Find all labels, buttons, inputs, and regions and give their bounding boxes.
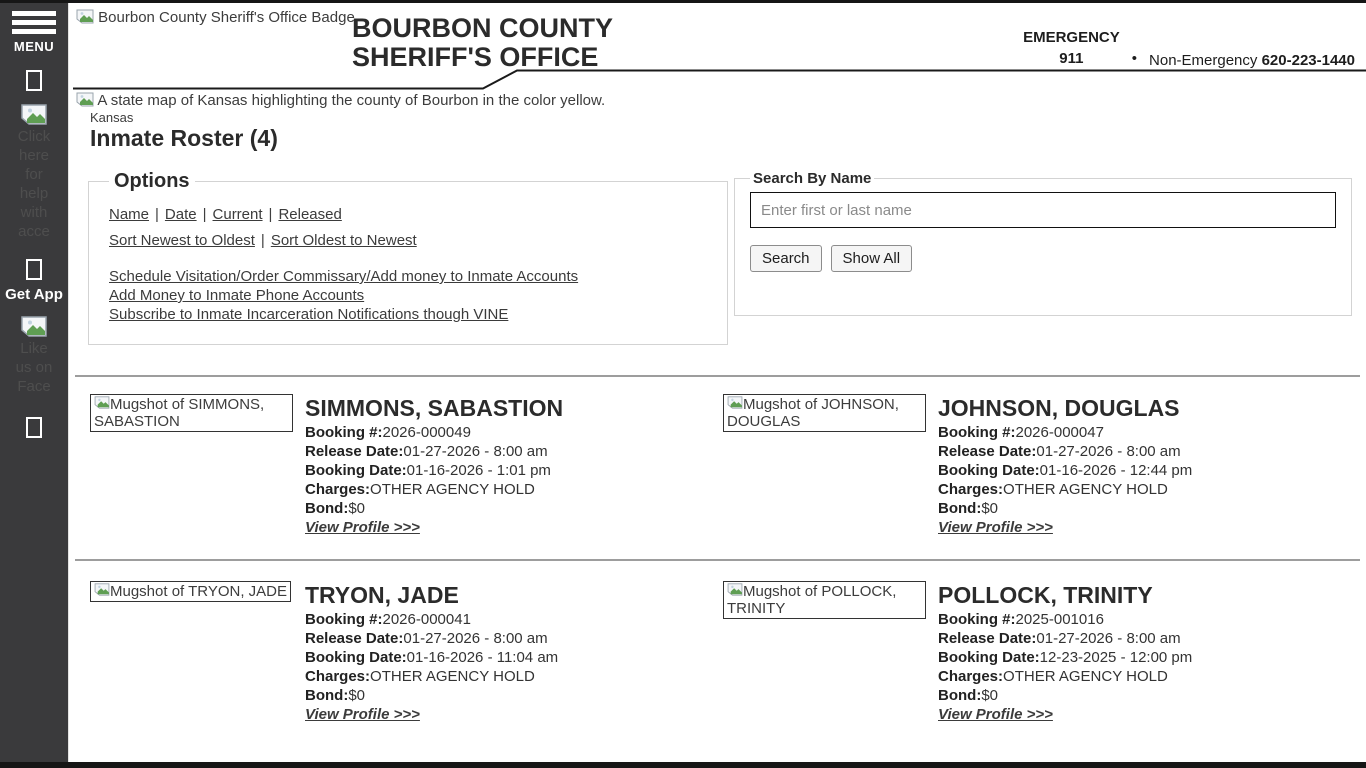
show-all-button[interactable]: Show All bbox=[831, 245, 913, 272]
booking-number-value: 2026-000049 bbox=[382, 424, 471, 441]
inmate-name: TRYON, JADE bbox=[305, 582, 459, 608]
charges-line bbox=[305, 667, 723, 686]
sort-links-row bbox=[109, 232, 707, 249]
facebook-link[interactable] bbox=[0, 316, 68, 396]
badge-alt-text: Bourbon County Sheriff's Office Badge bbox=[98, 9, 355, 26]
inmate-name: JOHNSON, DOUGLAS bbox=[938, 395, 1180, 421]
release-date-line bbox=[938, 442, 1356, 461]
mugshot-broken-image[interactable] bbox=[90, 581, 291, 602]
separator: | bbox=[202, 206, 207, 223]
mugshot-area bbox=[723, 581, 938, 724]
inmate-details bbox=[305, 581, 723, 724]
charges-value: OTHER AGENCY HOLD bbox=[370, 668, 535, 685]
broken-image-icon bbox=[94, 583, 110, 596]
booking-number-label: Booking #: bbox=[305, 424, 383, 441]
view-profile-link[interactable]: View Profile >>> bbox=[305, 519, 420, 536]
charges-label: Charges: bbox=[305, 668, 371, 685]
vine-notifications-link[interactable]: Subscribe to Inmate Incarceration Notifications though VINE bbox=[109, 306, 509, 323]
sort-newest-link[interactable]: Sort Newest to Oldest bbox=[109, 232, 255, 249]
kansas-map-alt-text: A state map of Kansas highlighting the county of Bourbon in the color yellow. bbox=[97, 92, 606, 109]
charges-value: OTHER AGENCY HOLD bbox=[1003, 668, 1168, 685]
phone-numbers bbox=[1023, 27, 1355, 69]
hamburger-icon bbox=[12, 11, 56, 38]
inmate-row bbox=[90, 581, 1366, 724]
bond-line bbox=[938, 686, 1356, 705]
site-title-line1: BOURBON COUNTY bbox=[352, 13, 613, 43]
menu-label: MENU bbox=[13, 39, 55, 54]
mugshot-broken-image[interactable] bbox=[723, 581, 926, 619]
service-links bbox=[109, 267, 707, 324]
inmate-details bbox=[938, 394, 1356, 537]
booking-date-line bbox=[305, 648, 723, 667]
mugshot-broken-image[interactable] bbox=[723, 394, 926, 432]
separator: | bbox=[155, 206, 159, 223]
bond-line bbox=[305, 499, 723, 518]
broken-image-icon bbox=[21, 104, 47, 125]
inmate-card-simmons bbox=[90, 394, 723, 537]
page-title: Inmate Roster (4) bbox=[90, 125, 278, 151]
mugshot-alt-text: Mugshot of JOHNSON, DOUGLAS bbox=[727, 396, 899, 430]
booking-number-value: 2026-000041 bbox=[382, 611, 471, 628]
release-date-label: Release Date: bbox=[305, 630, 404, 647]
booking-date-value: 01-16-2026 - 12:44 pm bbox=[1039, 462, 1193, 479]
page-head bbox=[76, 92, 1366, 152]
site-header bbox=[69, 3, 1366, 90]
booking-number-label: Booking #: bbox=[305, 611, 383, 628]
inmate-name: SIMMONS, SABASTION bbox=[305, 395, 564, 421]
row-divider bbox=[75, 559, 1360, 561]
view-profile-link[interactable]: View Profile >>> bbox=[305, 706, 420, 723]
mugshot-alt-text: Mugshot of SIMMONS, SABASTION bbox=[94, 396, 265, 430]
filter-link-name[interactable]: Name bbox=[109, 206, 150, 223]
inmate-card-tryon bbox=[90, 581, 723, 724]
view-profile-link[interactable]: View Profile >>> bbox=[938, 706, 1053, 723]
broken-image-icon bbox=[76, 92, 94, 107]
booking-number-line bbox=[305, 610, 723, 629]
bond-line bbox=[938, 499, 1356, 518]
release-date-value: 01-27-2026 - 8:00 am bbox=[1036, 630, 1181, 647]
release-date-value: 01-27-2026 - 8:00 am bbox=[403, 443, 548, 460]
charges-line bbox=[938, 480, 1356, 499]
release-date-label: Release Date: bbox=[938, 443, 1037, 460]
release-date-label: Release Date: bbox=[305, 443, 404, 460]
main-content bbox=[69, 3, 1366, 724]
booking-number-line bbox=[305, 423, 723, 442]
inmate-row bbox=[90, 394, 1366, 537]
charges-value: OTHER AGENCY HOLD bbox=[370, 481, 535, 498]
charges-line bbox=[305, 480, 723, 499]
emergency-label: EMERGENCY bbox=[1023, 29, 1120, 46]
accessibility-help-link[interactable] bbox=[0, 104, 68, 241]
search-legend: Search By Name bbox=[753, 170, 872, 187]
mugshot-alt-text: Mugshot of POLLOCK, TRINITY bbox=[727, 583, 897, 617]
mugshot-alt-text: Mugshot of TRYON, JADE bbox=[110, 583, 288, 600]
bond-line bbox=[305, 686, 723, 705]
sidebar bbox=[0, 0, 69, 762]
mugshot-broken-image[interactable] bbox=[90, 394, 293, 432]
bond-value: $0 bbox=[981, 687, 999, 704]
broken-image-icon bbox=[94, 396, 110, 409]
booking-date-value: 01-16-2026 - 1:01 pm bbox=[406, 462, 551, 479]
kansas-map-broken-image bbox=[76, 92, 1366, 109]
booking-number-value: 2026-000047 bbox=[1015, 424, 1104, 441]
inmate-details bbox=[938, 581, 1356, 724]
release-date-value: 01-27-2026 - 8:00 am bbox=[403, 630, 548, 647]
filter-link-current[interactable]: Current bbox=[212, 206, 263, 223]
mugshot-area bbox=[90, 394, 305, 537]
bond-label: Bond: bbox=[938, 500, 982, 517]
inmate-name: POLLOCK, TRINITY bbox=[938, 582, 1153, 608]
search-buttons bbox=[750, 245, 1336, 272]
release-date-value: 01-27-2026 - 8:00 am bbox=[1036, 443, 1181, 460]
release-date-line bbox=[305, 629, 723, 648]
facebook-alt-text: Like us on Face bbox=[15, 340, 53, 395]
bond-label: Bond: bbox=[305, 687, 349, 704]
map-caption: Kansas bbox=[90, 110, 134, 125]
inmate-details bbox=[305, 394, 723, 537]
options-panel bbox=[88, 170, 728, 345]
placeholder-square-icon bbox=[26, 259, 42, 280]
bond-value: $0 bbox=[348, 687, 366, 704]
filter-links-row bbox=[109, 206, 707, 223]
charges-label: Charges: bbox=[305, 481, 371, 498]
booking-date-value: 01-16-2026 - 11:04 am bbox=[406, 649, 559, 666]
view-profile-link[interactable]: View Profile >>> bbox=[938, 519, 1053, 536]
booking-date-line bbox=[305, 461, 723, 480]
phone-accounts-link[interactable]: Add Money to Inmate Phone Accounts bbox=[109, 287, 365, 304]
top-black-bar bbox=[0, 0, 1366, 3]
booking-date-label: Booking Date: bbox=[938, 462, 1040, 479]
options-legend: Options bbox=[114, 170, 190, 192]
placeholder-square-icon bbox=[26, 417, 42, 438]
emergency-number: 911 bbox=[1059, 50, 1084, 67]
booking-date-line bbox=[938, 648, 1356, 667]
non-emergency-number: 620-223-1440 bbox=[1261, 52, 1355, 69]
non-emergency-block bbox=[1149, 52, 1355, 69]
placeholder-square-icon bbox=[26, 70, 42, 91]
search-input[interactable] bbox=[750, 192, 1336, 228]
release-date-line bbox=[305, 442, 723, 461]
search-button[interactable]: Search bbox=[750, 245, 822, 272]
separator: | bbox=[260, 232, 265, 249]
bottom-black-bar bbox=[0, 762, 1366, 768]
booking-number-line bbox=[938, 423, 1356, 442]
booking-number-label: Booking #: bbox=[938, 611, 1016, 628]
charges-label: Charges: bbox=[938, 668, 1004, 685]
booking-number-label: Booking #: bbox=[938, 424, 1016, 441]
inmate-card-pollock bbox=[723, 581, 1356, 724]
mugshot-area bbox=[90, 581, 305, 724]
search-panel bbox=[734, 170, 1352, 316]
charges-line bbox=[938, 667, 1356, 686]
booking-date-label: Booking Date: bbox=[305, 649, 407, 666]
sort-oldest-link[interactable]: Sort Oldest to Newest bbox=[270, 232, 417, 249]
booking-date-label: Booking Date: bbox=[305, 462, 407, 479]
filter-link-date[interactable]: Date bbox=[164, 206, 197, 223]
bond-value: $0 bbox=[981, 500, 999, 517]
site-title bbox=[352, 14, 613, 72]
site-title-line2: SHERIFF'S OFFICE bbox=[352, 42, 599, 72]
broken-image-icon bbox=[21, 316, 47, 337]
bond-value: $0 bbox=[348, 500, 366, 517]
broken-image-icon bbox=[727, 396, 743, 409]
broken-image-icon bbox=[727, 583, 743, 596]
bond-label: Bond: bbox=[938, 687, 982, 704]
inmate-card-johnson bbox=[723, 394, 1356, 537]
bullet-icon: • bbox=[1131, 50, 1138, 67]
booking-number-line bbox=[938, 610, 1356, 629]
charges-value: OTHER AGENCY HOLD bbox=[1003, 481, 1168, 498]
broken-image-icon bbox=[76, 9, 94, 24]
separator: | bbox=[268, 206, 273, 223]
booking-date-label: Booking Date: bbox=[938, 649, 1040, 666]
charges-label: Charges: bbox=[938, 481, 1004, 498]
non-emergency-label: Non-Emergency bbox=[1149, 52, 1258, 69]
booking-date-value: 12-23-2025 - 12:00 pm bbox=[1039, 649, 1193, 666]
visitation-commissary-link[interactable]: Schedule Visitation/Order Commissary/Add money to Inmate Accounts bbox=[109, 268, 579, 285]
control-panels bbox=[88, 170, 1352, 345]
release-date-line bbox=[938, 629, 1356, 648]
mugshot-area bbox=[723, 394, 938, 537]
section-divider bbox=[75, 375, 1360, 377]
emergency-block bbox=[1023, 27, 1120, 69]
menu-button[interactable] bbox=[8, 11, 60, 54]
accessibility-help-alt-text: Click here for help with acce bbox=[17, 128, 51, 240]
filter-link-released[interactable]: Released bbox=[278, 206, 342, 223]
booking-number-value: 2025-001016 bbox=[1015, 611, 1104, 628]
release-date-label: Release Date: bbox=[938, 630, 1037, 647]
badge-broken-image bbox=[76, 9, 355, 26]
booking-date-line bbox=[938, 461, 1356, 480]
bond-label: Bond: bbox=[305, 500, 349, 517]
get-app-label[interactable]: Get App bbox=[5, 286, 63, 303]
